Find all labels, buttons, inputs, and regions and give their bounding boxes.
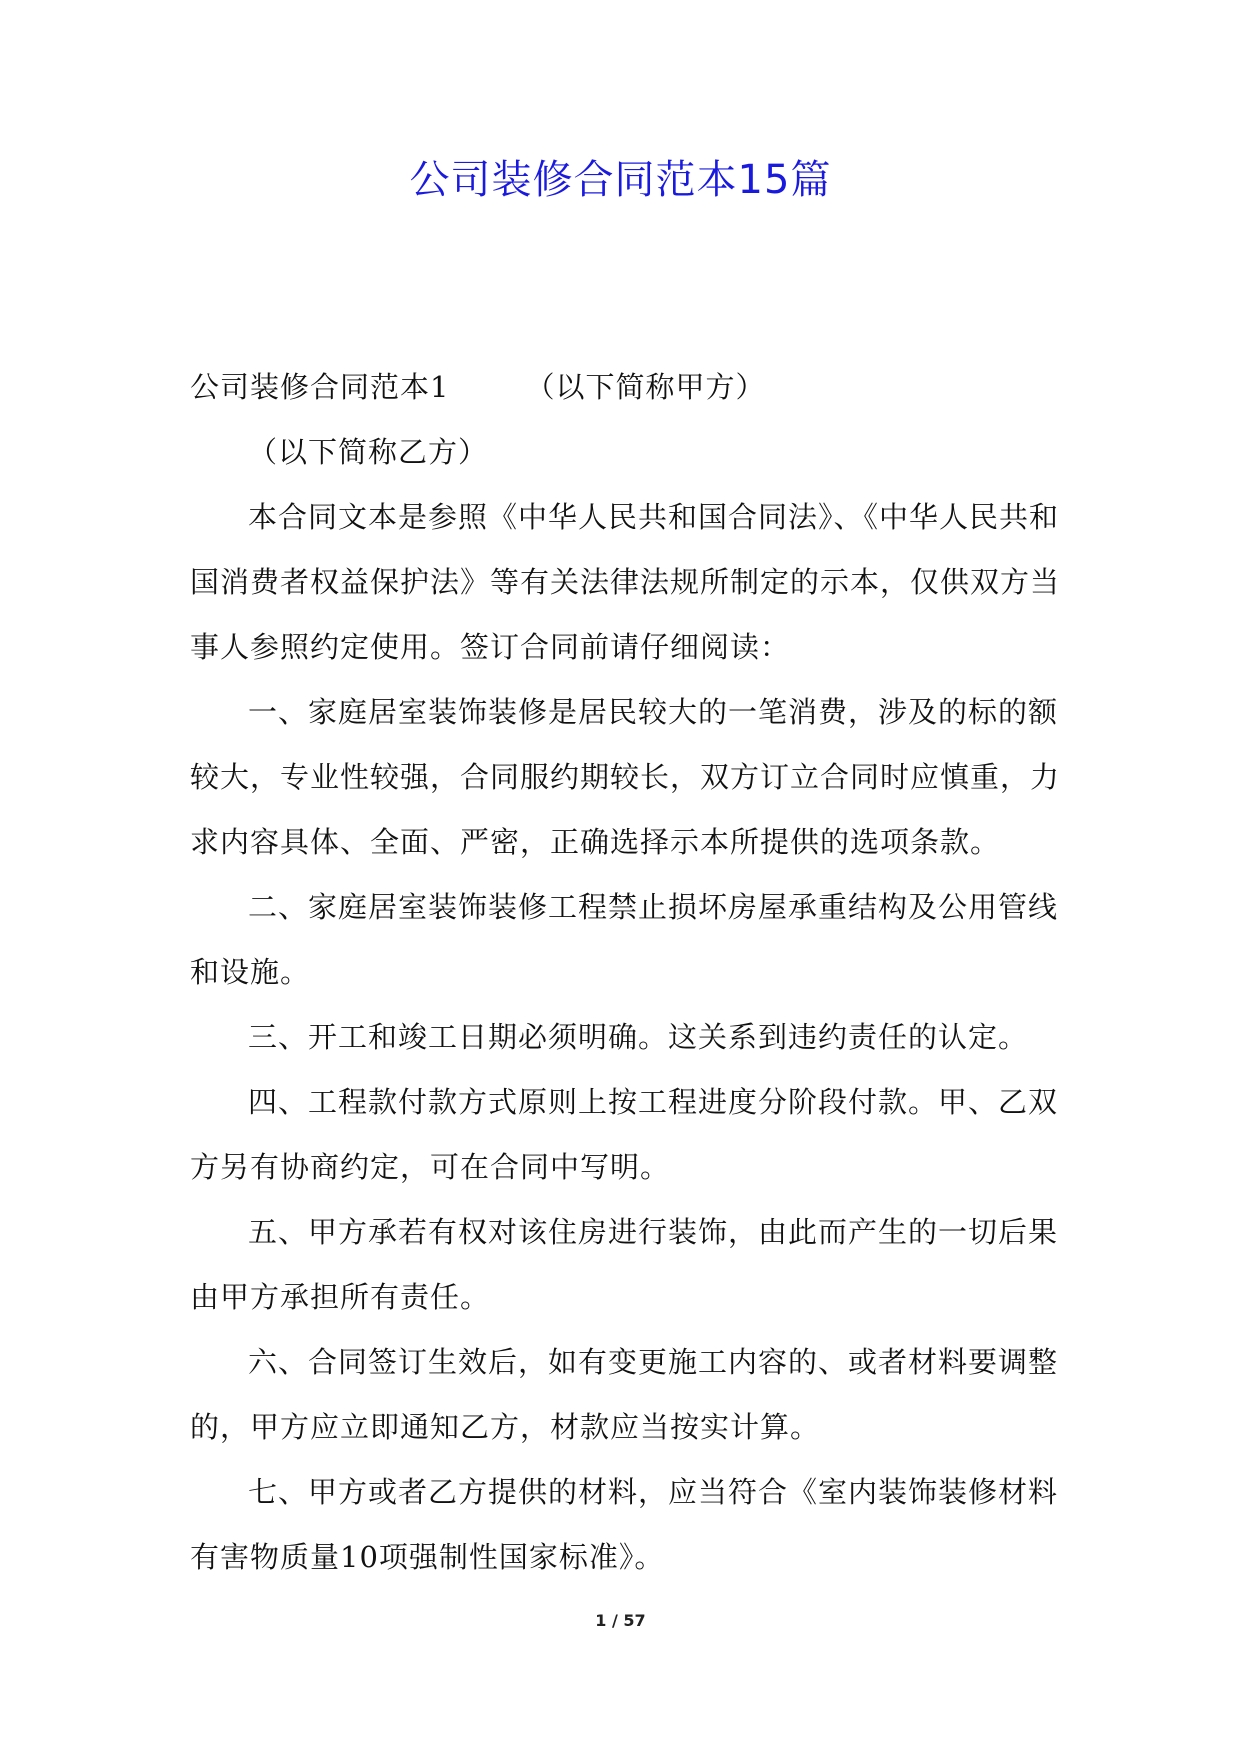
paragraph-clause-6: 六、合同签订生效后，如有变更施工内容的、或者材料要调整的，甲方应立即通知乙方，材款应当按实计算。 [190,1345,1059,1444]
paragraph-clause-3: 三、开工和竣工日期必须明确。这关系到违约责任的认定。 [248,1020,1029,1054]
document-title: 公司装修合同范本15篇 [409,157,832,203]
paragraph-intro: 本合同文本是参照《中华人民共和国合同法》、《中华人民共和国消费者权益保护法》等有关法律法规所制定的示本，仅供双方当事人参照约定使用。签订合同前请仔细阅读： [190,500,1061,664]
document-body [190,355,1060,1590]
paragraph-clause-7: 七、甲方或者乙方提供的材料，应当符合《室内装饰装修材料有害物质量10项强制性国家标准》。 [190,1475,1059,1574]
page-number: 1 / 57 [595,1611,646,1630]
paragraph-clause-1: 一、家庭居室装饰装修是居民较大的一笔消费，涉及的标的额较大，专业性较强，合同服约期较长，双方订立合同时应慎重，力求内容具体、全面、严密，正确选择示本所提供的选项条款。 [190,695,1061,859]
paragraph-clause-2: 二、家庭居室装饰装修工程禁止损坏房屋承重结构及公用管线和设施。 [190,890,1059,989]
party-b-label: （以下简称乙方） [248,435,489,469]
paragraph-clause-4: 四、工程款付款方式原则上按工程进度分阶段付款。甲、乙双方另有协商约定，可在合同中写明。 [190,1085,1059,1184]
party-a-label: （以下简称甲方） [525,370,766,404]
contract-heading: 公司装修合同范本1 [190,370,450,404]
contract-heading-line [190,355,1060,420]
paragraph-clause-5: 五、甲方承若有权对该住房进行装饰，由此而产生的一切后果由甲方承担所有责任。 [190,1215,1059,1314]
